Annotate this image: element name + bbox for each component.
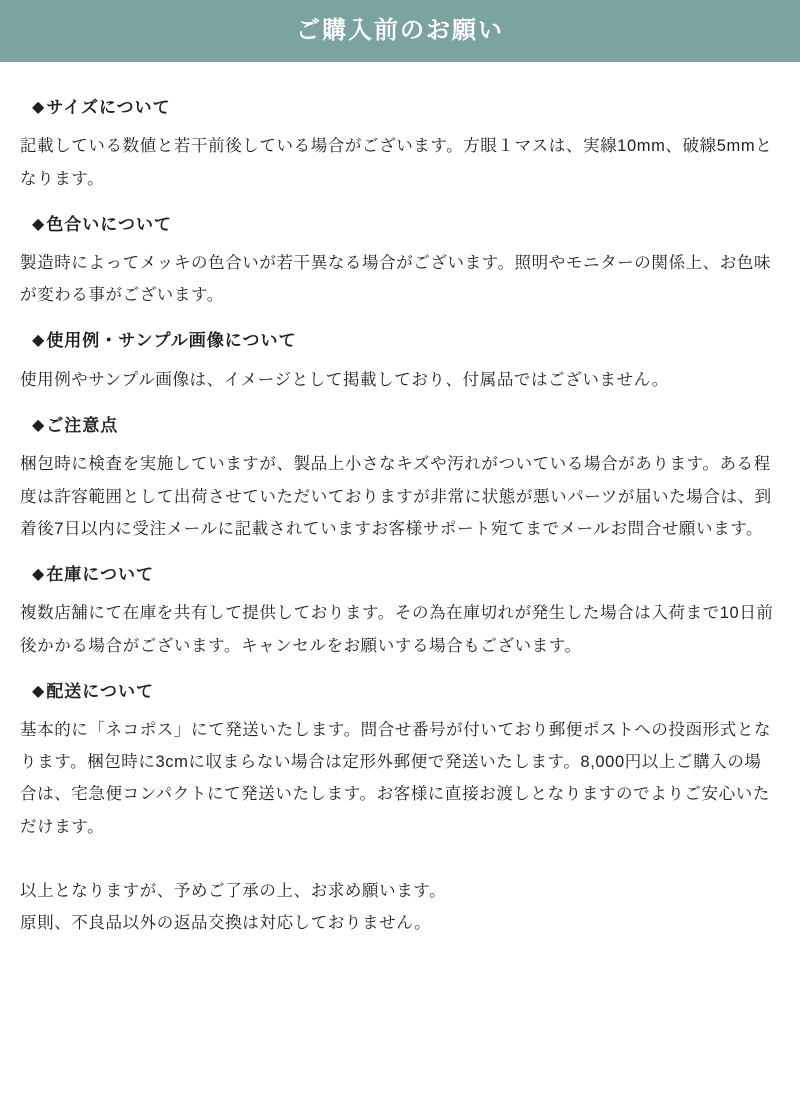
closing-note bbox=[18, 849, 782, 939]
page-title: ご購入前のお願い bbox=[296, 17, 504, 44]
page-header-banner bbox=[0, 0, 800, 62]
diamond-bullet-icon: ◆ bbox=[32, 215, 46, 233]
notice-section-cautions bbox=[18, 402, 782, 545]
diamond-bullet-icon: ◆ bbox=[32, 565, 46, 583]
notice-section-shipping bbox=[18, 668, 782, 843]
diamond-bullet-icon: ◆ bbox=[32, 332, 46, 350]
closing-note-line-2: 原則、不良品以外の返品交換は対応しておりません。 bbox=[20, 913, 432, 932]
closing-note-line-1: 以上となりますが、予めご了承の上、お求め願います。 bbox=[20, 881, 447, 900]
section-heading-label: 使用例・サンプル画像について bbox=[46, 331, 297, 351]
section-heading-label: 配送について bbox=[46, 681, 154, 701]
section-heading-label: 在庫について bbox=[46, 564, 154, 584]
notice-content bbox=[0, 62, 800, 947]
notice-section-color bbox=[18, 201, 782, 312]
section-body: 記載している数値と若干前後している場合がございます。方眼１マスは、実線10mm、破線5mmとなります。 bbox=[20, 137, 773, 188]
notice-section-sample-images bbox=[18, 317, 782, 396]
section-heading bbox=[18, 84, 782, 130]
notice-section-stock bbox=[18, 551, 782, 662]
section-heading bbox=[18, 402, 782, 448]
section-heading bbox=[18, 668, 782, 714]
notice-section-size bbox=[18, 84, 782, 195]
section-heading-label: サイズについて bbox=[46, 98, 171, 117]
section-body: 梱包時に検査を実施していますが、製品上小さなキズや汚れがついている場合があります。ある程度は許容範囲として出荷させていただいておりますが非常に状態が悪いパーツが届いた場合は、到着後7日以内に受注メールに記載されていますお客様サポート宛てまでメールお問合せ願います。 bbox=[20, 455, 772, 538]
section-body: 使用例やサンプル画像は、イメージとして掲載しており、付属品ではございません。 bbox=[20, 370, 669, 389]
diamond-bullet-icon: ◆ bbox=[32, 99, 46, 116]
diamond-bullet-icon: ◆ bbox=[32, 682, 46, 700]
section-heading bbox=[18, 317, 782, 363]
section-heading bbox=[18, 551, 782, 597]
section-heading-label: 色合いについて bbox=[46, 214, 172, 234]
section-body: 製造時によってメッキの色合いが若干異なる場合がございます。照明やモニターの関係上、お色味が変わる事がございます。 bbox=[20, 254, 772, 305]
section-body: 複数店舗にて在庫を共有して提供しております。その為在庫切れが発生した場合は入荷まで10日前後かかる場合がございます。キャンセルをお願いする場合もございます。 bbox=[20, 604, 774, 655]
section-body: 基本的に「ネコポス」にて発送いたします。問合せ番号が付いており郵便ポストへの投函形式となります。梱包時に3cmに収まらない場合は定形外郵便で発送いたします。8,000円以上ご購入の場合は、宅急便コンパクトにて発送いたします。お客様に直接お渡しとなりますのでよりご安心いただけます。 bbox=[20, 721, 772, 836]
section-heading-label: ご注意点 bbox=[46, 416, 119, 436]
diamond-bullet-icon: ◆ bbox=[32, 417, 46, 435]
section-heading bbox=[18, 201, 782, 247]
